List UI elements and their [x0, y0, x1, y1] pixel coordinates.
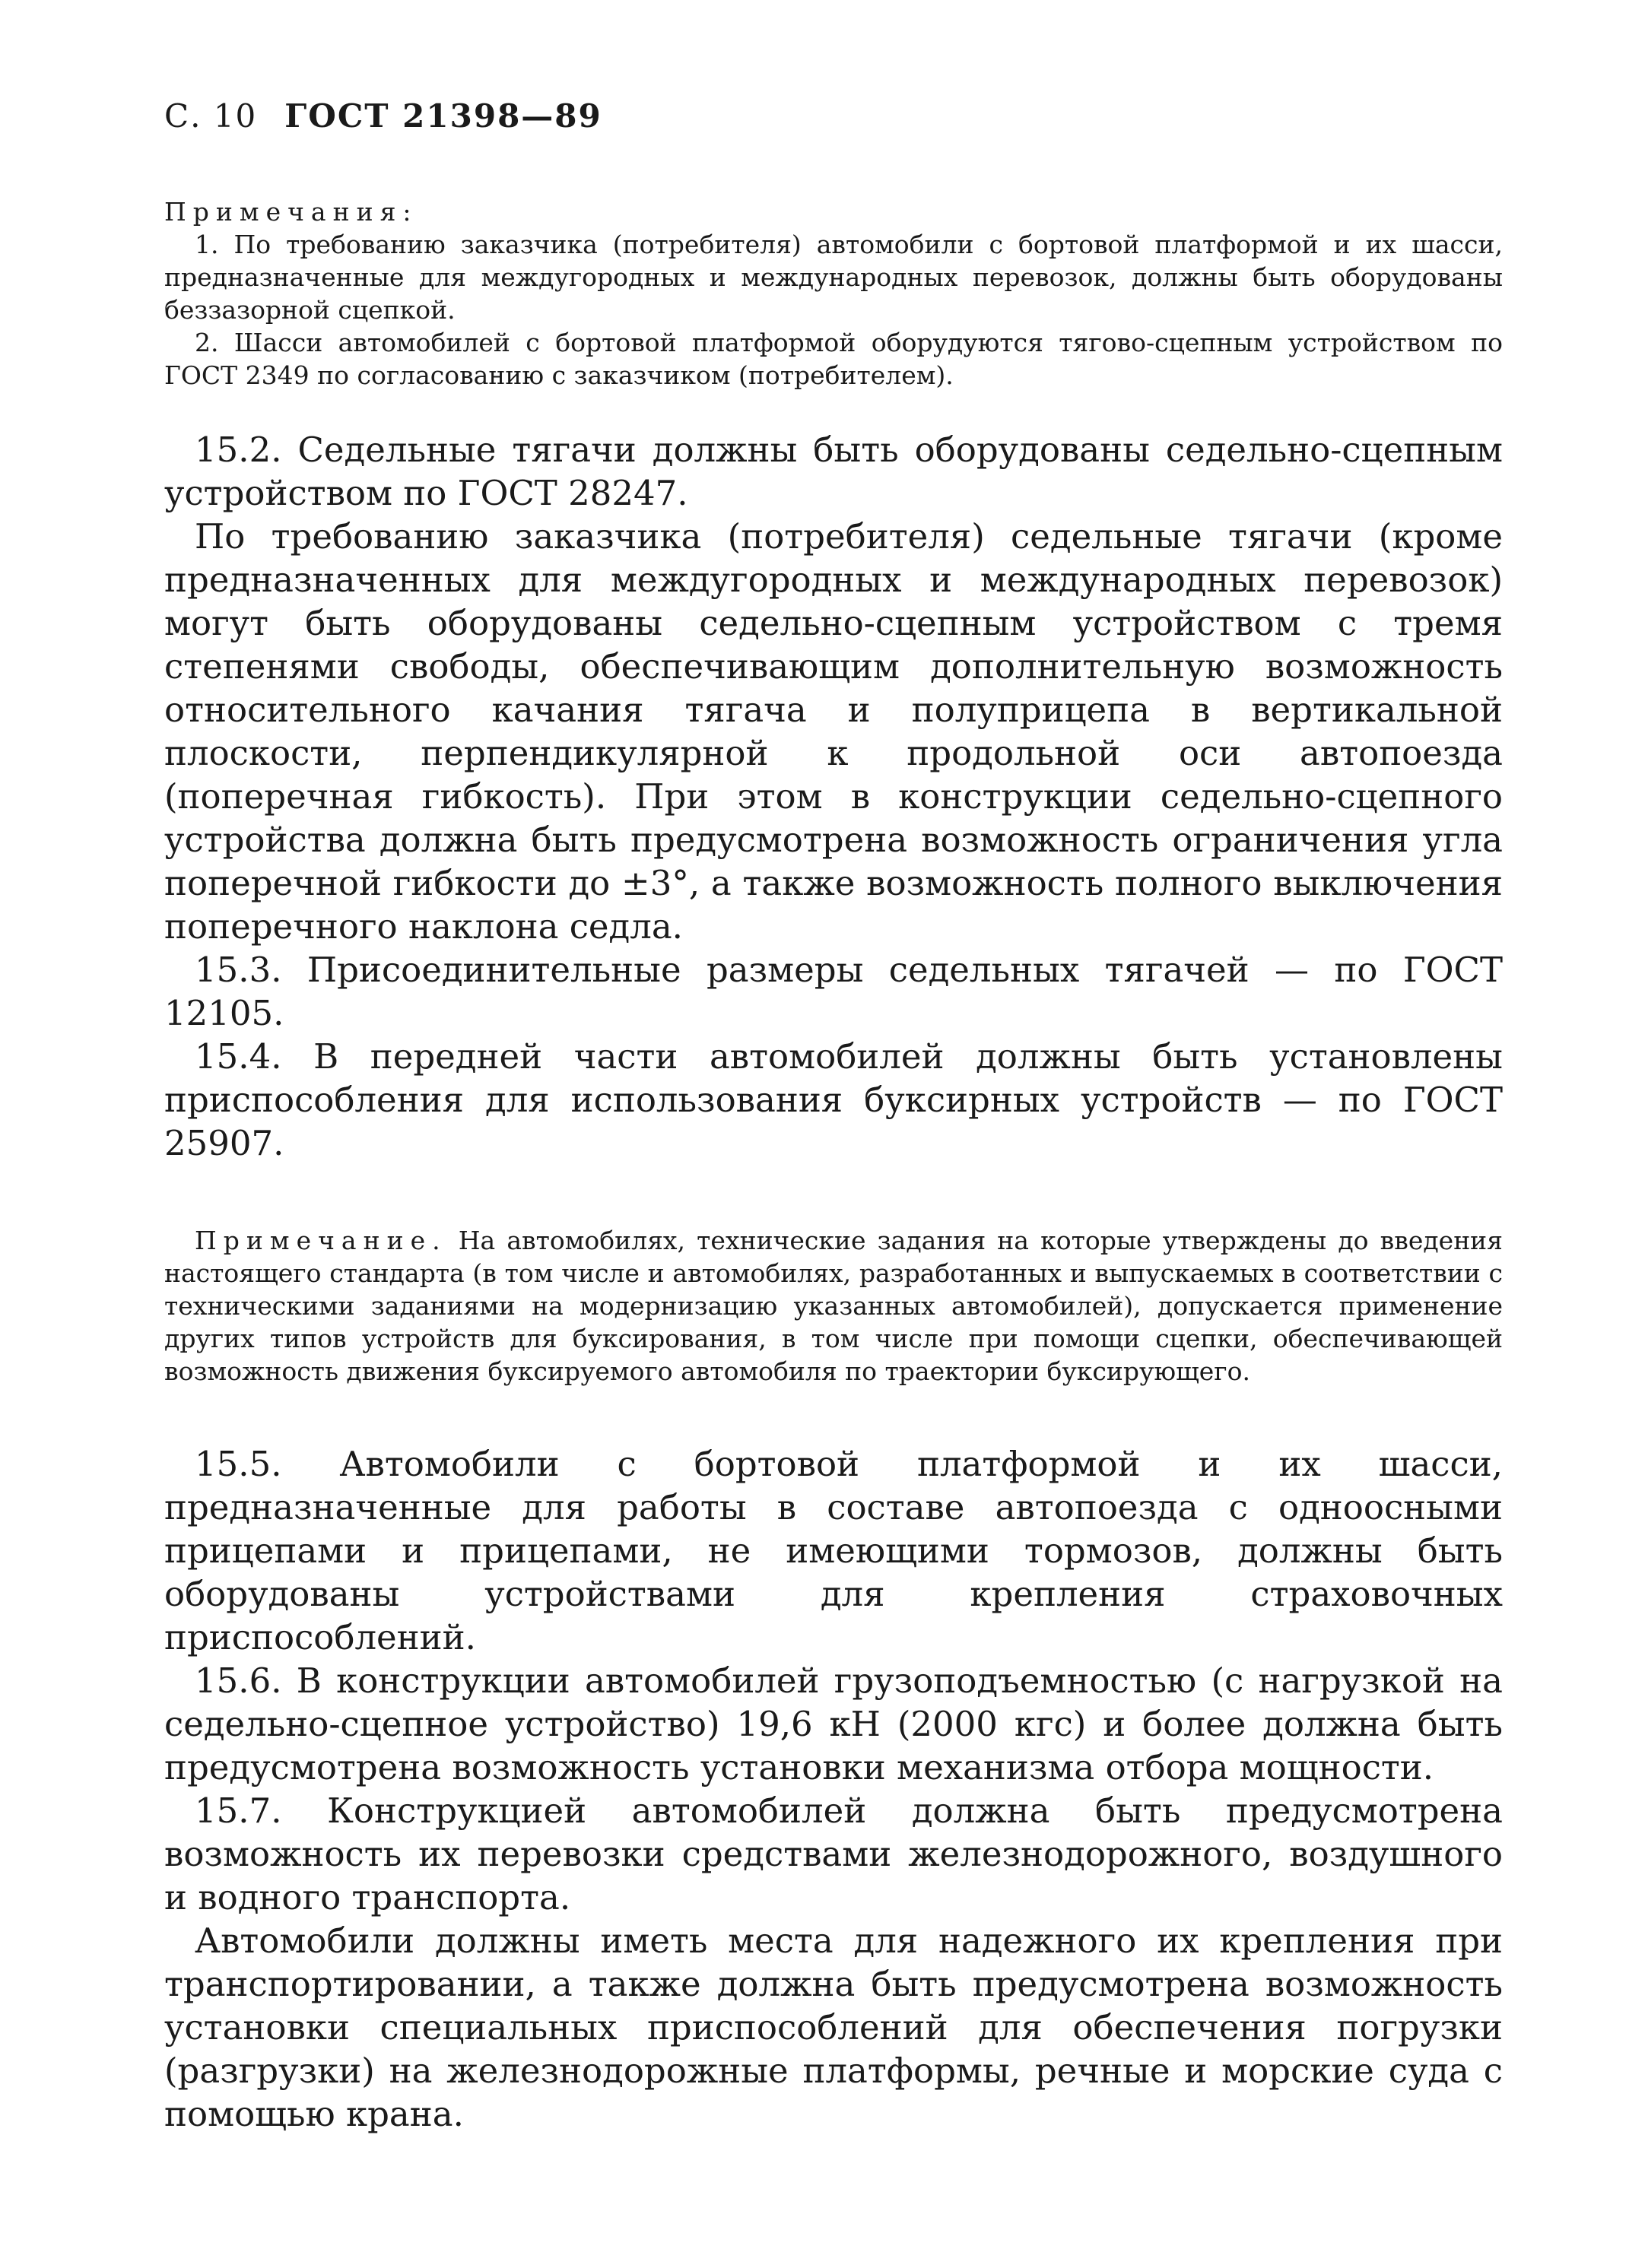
- clause-15-6: 15.6. В конструкции автомобилей грузоподъемностью (с нагрузкой на седельно-сцепное устройство) 19,6 кН (2000 кгс) и более должна быть предусмотрена возможность установки механизма отбора мощности.: [164, 1661, 1503, 1787]
- page-header: [164, 97, 1503, 135]
- document-page: [164, 97, 1503, 2136]
- note-towing: [164, 1224, 1503, 1388]
- clause-15-5: 15.5. Автомобили с бортовой платформой и их шасси, предназначенные для работы в составе автопоезда с одноосными прицепами и прицепами, не имеющими тормозов, должны быть оборудованы устройствами для крепления страховочных приспособлений.: [164, 1444, 1503, 1657]
- notes-title: Примечания:: [164, 197, 418, 227]
- note-item-1: 1. По требованию заказчика (потребителя) автомобили с бортовой платформой и их шасси, предназначенные для междугородных и международных перевозок, должны быть оборудованы беззазорной сцепкой.: [164, 230, 1503, 325]
- note-item-2: 2. Шасси автомобилей с бортовой платформой оборудуются тягово-сцепным устройством по ГОСТ 2349 по согласованию с заказчиком (потребителем).: [164, 328, 1503, 390]
- clause-15-7-continuation: Автомобили должны иметь места для надежного их крепления при транспортировании, а также должна быть предусмотрена возможность установки специальных приспособлений для обеспечения погрузки (разгрузки) на железнодорожные платформы, речные и морские суда с помощью крана.: [164, 1921, 1503, 2134]
- clause-15-7: 15.7. Конструкцией автомобилей должна быть предусмотрена возможность их перевозки средствами железнодорожного, воздушного и водного транспорта.: [164, 1791, 1503, 1917]
- clause-15-3: 15.3. Присоединительные размеры седельных тягачей — по ГОСТ 12105.: [164, 950, 1503, 1033]
- clause-15-2-continuation: По требованию заказчика (потребителя) седельные тягачи (кроме предназначенных для междугородных и международных перевозок) могут быть оборудованы седельно-сцепным устройством с тремя степенями свободы, обеспечивающим дополнительную возможность относительного качания тягача и полуприцепа в вертикальной плоскости, перпендикулярной к продольной оси автопоезда (поперечная гибкость). При этом в конструкции седельно-сцепного устройства должна быть предусмотрена возможность ограничения угла поперечной гибкости до ±3°, а также возможность полного выключения поперечного наклона седла.: [164, 516, 1503, 947]
- clause-15-4: 15.4. В передней части автомобилей должны быть установлены приспособления для использования буксирных устройств — по ГОСТ 25907.: [164, 1036, 1503, 1163]
- page-number: С. 10: [164, 97, 258, 135]
- clause-15-2: 15.2. Седельные тягачи должны быть оборудованы седельно-сцепным устройством по ГОСТ 28247.: [164, 430, 1503, 513]
- note-text: На автомобилях, технические задания на которые утверждены до введения настоящего стандарта (в том числе и автомобилях, разработанных и выпускаемых в соответствии с техническими заданиями на модернизацию указанных автомобилей), допускается применение других типов устройств для буксирования, в том числе при помощи сцепки, обеспечивающей возможность движения буксируемого автомобиля по траектории буксирующего.: [164, 1226, 1503, 1386]
- document-code: ГОСТ 21398—89: [284, 97, 602, 135]
- note-label: Примечание.: [195, 1226, 447, 1255]
- notes-block: [164, 195, 1503, 392]
